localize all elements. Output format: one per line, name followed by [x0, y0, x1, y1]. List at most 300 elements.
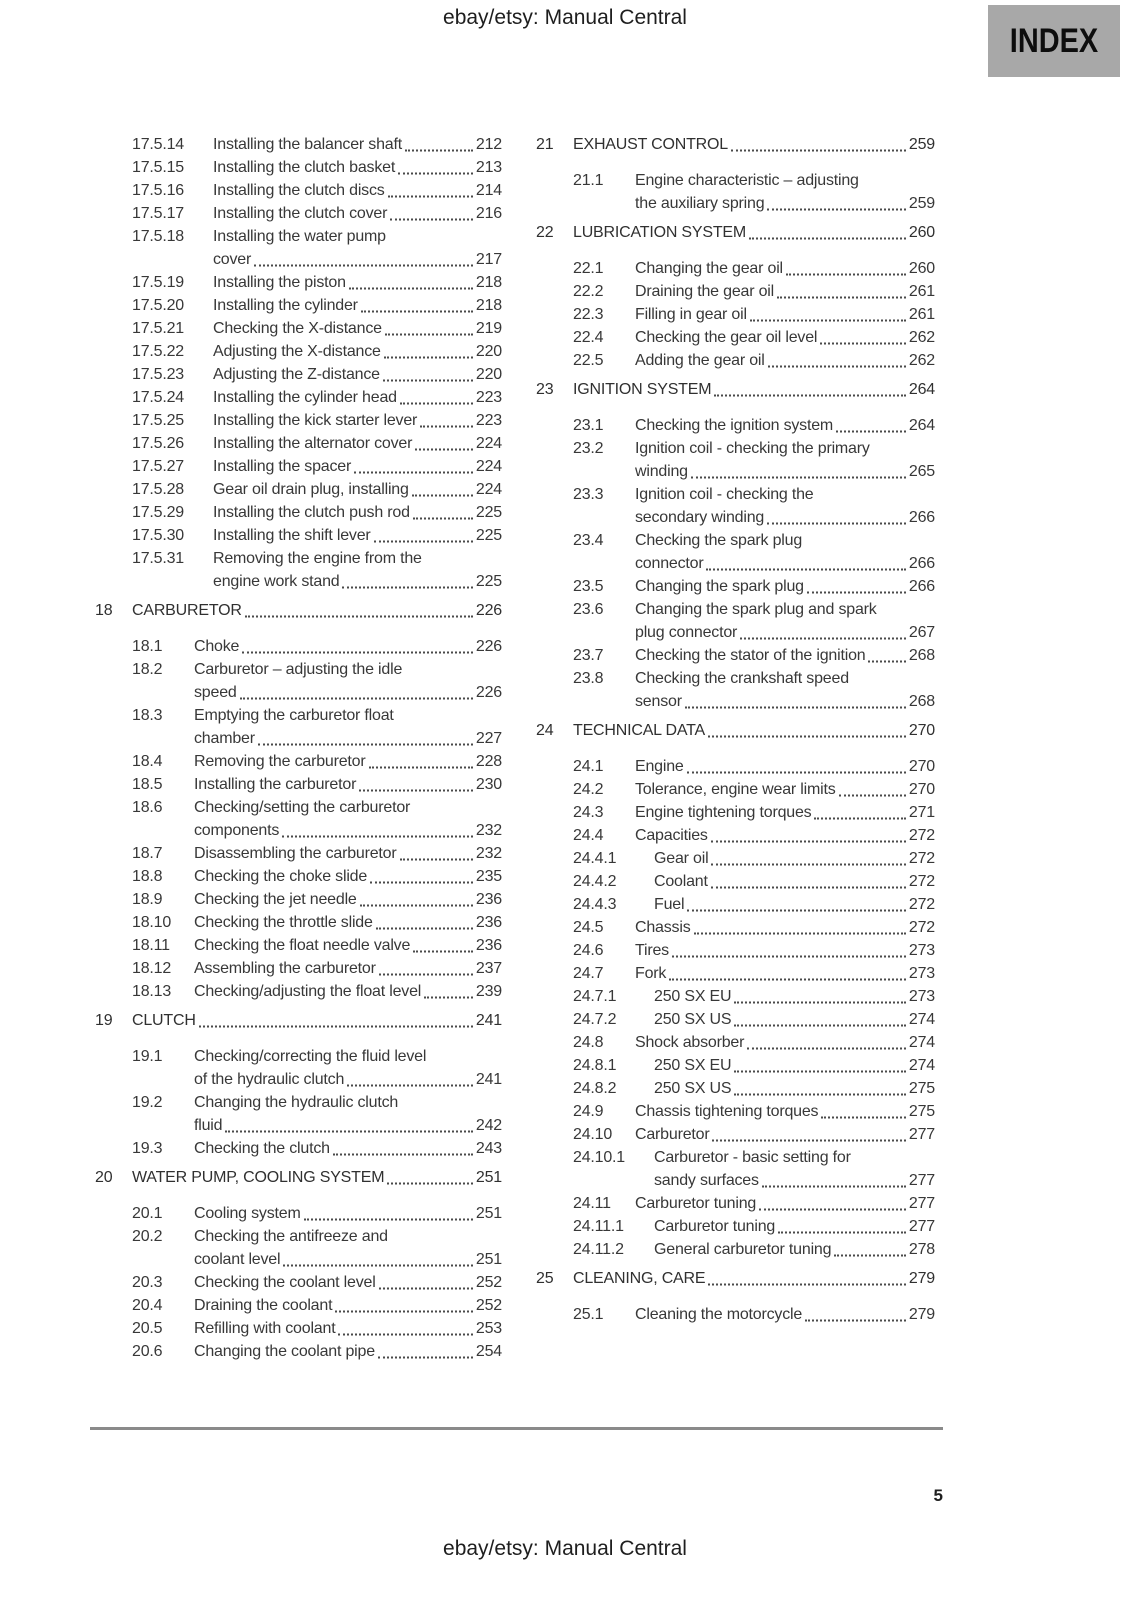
toc-entry-row [95, 271, 502, 294]
toc-leader-dots [384, 357, 473, 359]
toc-page-ref: 277 [908, 1218, 935, 1235]
toc-page-ref: 252 [475, 1297, 502, 1314]
toc-entry-row [536, 801, 935, 824]
toc-entry-title: Installing the carburetor [194, 776, 357, 793]
toc-entry-title: secondary winding [635, 509, 765, 526]
toc-leader-dots [687, 910, 906, 912]
toc-entry-title: Installing the clutch push rod [213, 504, 410, 521]
toc-page-ref: 254 [475, 1343, 502, 1360]
toc-entry-row [95, 294, 502, 317]
toc-entry-title: Checking the stator of the ignition [635, 647, 866, 664]
toc-entry-row [536, 414, 935, 437]
toc-leader-dots [374, 541, 473, 543]
toc-entry-title: Checking the gear oil level [635, 329, 818, 346]
toc-leader-dots [360, 905, 473, 907]
toc-leader-dots [225, 1131, 473, 1133]
toc-entry-number: 17.5.29 [132, 504, 184, 521]
toc-leader-dots [258, 744, 473, 746]
toc-page-ref: 270 [908, 722, 935, 739]
toc-leader-dots [412, 495, 473, 497]
toc-chapter-row [95, 1009, 502, 1032]
toc-leader-dots [387, 1183, 473, 1185]
toc-entry-number: 17.5.26 [132, 435, 184, 452]
toc-page-ref: 243 [475, 1140, 502, 1157]
toc-entry-row [536, 280, 935, 303]
toc-leader-dots [836, 431, 906, 433]
toc-page-ref: 262 [908, 329, 935, 346]
toc-entry-number: 19.1 [132, 1048, 163, 1065]
toc-entry-row [536, 939, 935, 962]
toc-entry-number: 24.4.1 [573, 850, 617, 867]
toc-entry-title: Chassis [635, 919, 691, 936]
toc-leader-dots [361, 311, 473, 313]
toc-entry-row [95, 1202, 502, 1225]
toc-chapter-row [536, 378, 935, 401]
toc-leader-dots [759, 1209, 906, 1211]
toc-entry-number: 18.6 [132, 799, 163, 816]
toc-entry-number: 23.1 [573, 417, 604, 434]
toc-entry-row [95, 386, 502, 409]
toc-entry-title: connector [635, 555, 704, 572]
toc-leader-dots [834, 1255, 906, 1257]
toc-page-ref: 218 [475, 297, 502, 314]
toc-entry-number: 17.5.25 [132, 412, 184, 429]
toc-entry-number: 24.8.2 [573, 1080, 617, 1097]
toc-entry-title: WATER PUMP, COOLING SYSTEM [132, 1169, 385, 1186]
toc-entry-row [536, 1192, 935, 1215]
toc-page-ref: 237 [475, 960, 502, 977]
toc-entry-title: Checking the ignition system [635, 417, 834, 434]
toc-leader-dots [768, 366, 906, 368]
toc-leader-dots [383, 380, 473, 382]
toc-entry-number: 24.2 [573, 781, 604, 798]
toc-page-ref: 236 [475, 891, 502, 908]
toc-page-ref: 230 [475, 776, 502, 793]
toc-chapter-row [95, 1166, 502, 1189]
toc-entry-number: 24.1 [573, 758, 604, 775]
toc-entry-title: Gear oil [654, 850, 709, 867]
toc-entry-row [95, 409, 502, 432]
toc-page-ref: 267 [908, 624, 935, 641]
toc-leader-dots [807, 592, 906, 594]
toc-page-ref: 224 [475, 435, 502, 452]
toc-leader-dots [805, 1320, 906, 1322]
toc-leader-dots [245, 616, 473, 618]
toc-entry-title: Removing the carburetor [194, 753, 366, 770]
toc-page-ref: 236 [475, 914, 502, 931]
toc-leader-dots [712, 1140, 905, 1142]
toc-page-ref: 219 [475, 320, 502, 337]
toc-entry-row [95, 547, 502, 593]
toc-entry-number: 24.10.1 [573, 1149, 625, 1166]
toc-leader-dots [711, 864, 905, 866]
toc-entry-number: 23.7 [573, 647, 604, 664]
toc-leader-dots [687, 772, 906, 774]
toc-entry-title: Engine characteristic – adjusting [635, 172, 859, 189]
toc-leader-dots [335, 1311, 473, 1313]
toc-entry-row [95, 1091, 502, 1137]
toc-leader-dots [749, 238, 906, 240]
toc-page-ref: 273 [908, 965, 935, 982]
toc-left-column [95, 133, 502, 1363]
toc-entry-title: 250 SX US [654, 1080, 732, 1097]
toc-entry-number: 24.4.2 [573, 873, 617, 890]
toc-page-ref: 272 [908, 896, 935, 913]
toc-page-ref: 242 [475, 1117, 502, 1134]
toc-leader-dots [767, 523, 906, 525]
toc-page-ref: 224 [475, 481, 502, 498]
toc-leader-dots [376, 928, 473, 930]
toc-leader-dots [413, 518, 473, 520]
toc-entry-row [95, 1294, 502, 1317]
toc-leader-dots [415, 449, 473, 451]
toc-leader-dots [777, 297, 906, 299]
toc-page-ref: 260 [908, 260, 935, 277]
toc-page-ref: 236 [475, 937, 502, 954]
toc-entry-number: 17.5.21 [132, 320, 184, 337]
toc-entry-title: Checking/adjusting the float level [194, 983, 422, 1000]
toc-leader-dots [242, 652, 473, 654]
toc-entry-title: Installing the shift lever [213, 527, 371, 544]
toc-entry-title: Installing the cylinder head [213, 389, 397, 406]
toc-entry-row [536, 778, 935, 801]
toc-entry-title: chamber [194, 730, 255, 747]
toc-entry-number: 18.9 [132, 891, 163, 908]
toc-entry-title: Engine [635, 758, 684, 775]
toc-entry-row [536, 667, 935, 713]
toc-entry-title: Cleaning the motorcycle [635, 1306, 803, 1323]
toc-entry-number: 24.8 [573, 1034, 604, 1051]
toc-entry-row [536, 1077, 935, 1100]
toc-entry-title: Fuel [654, 896, 685, 913]
toc-page-ref: 228 [475, 753, 502, 770]
toc-leader-dots [672, 956, 906, 958]
toc-entry-title: Removing the engine from the [213, 550, 422, 567]
toc-leader-dots [767, 209, 905, 211]
toc-entry-title: Ignition coil - checking the [635, 486, 814, 503]
toc-entry-number: 17.5.31 [132, 550, 184, 567]
toc-leader-dots [283, 1265, 473, 1267]
toc-entry-row [536, 575, 935, 598]
toc-page-ref: 225 [475, 504, 502, 521]
toc-page-ref: 259 [908, 136, 935, 153]
toc-leader-dots [750, 320, 906, 322]
toc-entry-number: 18.12 [132, 960, 172, 977]
toc-entry-title: Changing the spark plug and spark [635, 601, 877, 618]
toc-entry-number: 24.9 [573, 1103, 604, 1120]
toc-entry-row [536, 1008, 935, 1031]
toc-entry-number: 18.8 [132, 868, 163, 885]
toc-entry-title: EXHAUST CONTROL [573, 136, 728, 153]
toc-page-ref: 239 [475, 983, 502, 1000]
toc-entry-title: TECHNICAL DATA [573, 722, 706, 739]
toc-right-column [536, 133, 935, 1326]
toc-entry-row [536, 326, 935, 349]
toc-entry-row [95, 888, 502, 911]
toc-entry-title: Carburetor tuning [635, 1195, 757, 1212]
toc-leader-dots [669, 979, 906, 981]
toc-entry-title: Fork [635, 965, 667, 982]
toc-page-ref: 261 [908, 306, 935, 323]
toc-entry-title: Capacities [635, 827, 708, 844]
toc-page-ref: 252 [475, 1274, 502, 1291]
toc-entry-title: winding [635, 463, 688, 480]
toc-entry-title: Installing the spacer [213, 458, 352, 475]
toc-entry-row [95, 1340, 502, 1363]
toc-entry-row [95, 156, 502, 179]
toc-page-ref: 214 [475, 182, 502, 199]
toc-entry-row [95, 750, 502, 773]
toc-entry-number: 20.4 [132, 1297, 163, 1314]
footer-title: ebay/etsy: Manual Central [443, 1537, 687, 1560]
toc-entry-number: 23.8 [573, 670, 604, 687]
toc-entry-row [95, 980, 502, 1003]
toc-entry-number: 24.8.1 [573, 1057, 617, 1074]
toc-page-ref: 223 [475, 389, 502, 406]
toc-entry-title: IGNITION SYSTEM [573, 381, 712, 398]
toc-leader-dots [347, 1085, 473, 1087]
toc-entry-row [95, 478, 502, 501]
toc-page-ref: 266 [908, 578, 935, 595]
toc-page-ref: 251 [475, 1169, 502, 1186]
toc-entry-number: 24.11 [573, 1195, 611, 1212]
toc-entry-title: 250 SX EU [654, 988, 732, 1005]
toc-page-ref: 265 [908, 463, 935, 480]
toc-entry-title: Checking the coolant level [194, 1274, 376, 1291]
toc-entry-row [95, 773, 502, 796]
toc-entry-title: CLEANING, CARE [573, 1270, 706, 1287]
toc-entry-row [536, 847, 935, 870]
toc-entry-number: 20.2 [132, 1228, 163, 1245]
toc-leader-dots [400, 403, 473, 405]
toc-page-ref: 272 [908, 827, 935, 844]
toc-entry-row [95, 1137, 502, 1160]
toc-page-ref: 277 [908, 1195, 935, 1212]
toc-entry-row [536, 1054, 935, 1077]
toc-entry-title: Installing the clutch discs [213, 182, 385, 199]
toc-entry-title: Installing the water pump [213, 228, 386, 245]
toc-entry-title: Checking the crankshaft speed [635, 670, 849, 687]
toc-page-ref: 232 [475, 822, 502, 839]
toc-page-ref: 216 [475, 205, 502, 222]
toc-entry-number: 24.4.3 [573, 896, 617, 913]
toc-leader-dots [740, 638, 906, 640]
toc-entry-number: 24.10 [573, 1126, 613, 1143]
toc-entry-title: Installing the kick starter lever [213, 412, 418, 429]
toc-leader-dots [400, 859, 473, 861]
toc-entry-title: Checking the clutch [194, 1140, 330, 1157]
toc-entry-row [95, 635, 502, 658]
toc-page-ref: 268 [908, 693, 935, 710]
toc-entry-title: Cooling system [194, 1205, 301, 1222]
toc-entry-row [95, 1045, 502, 1091]
toc-entry-row [95, 501, 502, 524]
toc-entry-row [536, 644, 935, 667]
toc-page-ref: 272 [908, 873, 935, 890]
toc-entry-number: 24.3 [573, 804, 604, 821]
toc-page-ref: 220 [475, 343, 502, 360]
toc-entry-number: 23.4 [573, 532, 604, 549]
toc-entry-row [536, 257, 935, 280]
toc-leader-dots [199, 1026, 473, 1028]
toc-entry-number: 25.1 [573, 1306, 604, 1323]
toc-entry-title: Carburetor [635, 1126, 710, 1143]
toc-entry-number: 18.1 [132, 638, 163, 655]
toc-entry-row [536, 169, 935, 215]
toc-entry-title: Checking the float needle valve [194, 937, 411, 954]
toc-entry-number: 18.7 [132, 845, 163, 862]
toc-entry-title: sensor [635, 693, 682, 710]
toc-entry-row [95, 934, 502, 957]
toc-leader-dots [359, 790, 473, 792]
toc-entry-title: Adding the gear oil [635, 352, 765, 369]
toc-entry-row [536, 437, 935, 483]
toc-leader-dots [708, 1284, 906, 1286]
toc-leader-dots [820, 343, 906, 345]
toc-entry-title: Emptying the carburetor float [194, 707, 394, 724]
toc-page-ref: 232 [475, 845, 502, 862]
toc-entry-number: 19.2 [132, 1094, 163, 1111]
toc-page-ref: 224 [475, 458, 502, 475]
toc-entry-row [95, 658, 502, 704]
toc-leader-dots [685, 707, 906, 709]
toc-leader-dots [388, 196, 473, 198]
toc-entry-row [95, 1271, 502, 1294]
toc-page-ref: 213 [475, 159, 502, 176]
toc-entry-row [95, 455, 502, 478]
toc-entry-row [536, 755, 935, 778]
toc-entry-title: Checking the jet needle [194, 891, 357, 908]
toc-entry-row [536, 985, 935, 1008]
toc-entry-row [536, 1303, 935, 1326]
toc-entry-title: Changing the hydraulic clutch [194, 1094, 399, 1111]
toc-leader-dots [711, 887, 906, 889]
toc-entry-title: Draining the coolant [194, 1297, 333, 1314]
toc-entry-title: Checking/correcting the fluid level [194, 1048, 427, 1065]
toc-leader-dots [694, 933, 906, 935]
toc-entry-title: Changing the spark plug [635, 578, 804, 595]
toc-leader-dots [333, 1154, 473, 1156]
toc-entry-number: 22.3 [573, 306, 604, 323]
header-title: ebay/etsy: Manual Central [443, 6, 687, 29]
toc-leader-dots [734, 1025, 906, 1027]
toc-entry-row [536, 962, 935, 985]
toc-leader-dots [304, 1219, 473, 1221]
toc-leader-dots [379, 974, 473, 976]
toc-entry-row [536, 1238, 935, 1261]
toc-entry-number: 23.2 [573, 440, 604, 457]
index-tab [988, 5, 1120, 77]
toc-entry-row [536, 598, 935, 644]
toc-page-ref: 218 [475, 274, 502, 291]
toc-page-ref: 274 [908, 1011, 935, 1028]
toc-entry-row [95, 957, 502, 980]
toc-entry-title: of the hydraulic clutch [194, 1071, 345, 1088]
toc-entry-number: 25 [536, 1270, 554, 1287]
toc-page-ref: 268 [908, 647, 935, 664]
page-number: 5 [933, 1486, 943, 1505]
toc-entry-title: LUBRICATION SYSTEM [573, 224, 747, 241]
toc-entry-number: 17.5.24 [132, 389, 184, 406]
toc-entry-title: CLUTCH [132, 1012, 196, 1029]
toc-entry-title: Carburetor - basic setting for [654, 1149, 851, 1166]
toc-entry-number: 24.5 [573, 919, 604, 936]
toc-entry-number: 17.5.28 [132, 481, 184, 498]
toc-entry-title: Draining the gear oil [635, 283, 774, 300]
toc-entry-number: 17.5.20 [132, 297, 184, 314]
toc-leader-dots [778, 1232, 906, 1234]
toc-page-ref: 235 [475, 868, 502, 885]
toc-entry-row [95, 796, 502, 842]
toc-entry-row [95, 317, 502, 340]
toc-entry-number: 21 [536, 136, 554, 153]
toc-entry-title: Changing the coolant pipe [194, 1343, 375, 1360]
toc-entry-title: Installing the cylinder [213, 297, 358, 314]
toc-leader-dots [369, 767, 473, 769]
toc-entry-number: 24.6 [573, 942, 604, 959]
toc-entry-row [95, 911, 502, 934]
toc-entry-title: components [194, 822, 280, 839]
toc-entry-number: 24.11.1 [573, 1218, 624, 1235]
toc-entry-row [536, 824, 935, 847]
toc-entry-title: Choke [194, 638, 240, 655]
toc-page-ref: 272 [908, 850, 935, 867]
toc-entry-number: 24.7.1 [573, 988, 617, 1005]
toc-entry-title: the auxiliary spring [635, 195, 765, 212]
toc-entry-title: coolant level [194, 1251, 281, 1268]
toc-entry-row [95, 340, 502, 363]
toc-entry-number: 19.3 [132, 1140, 163, 1157]
toc-page-ref: 275 [908, 1080, 935, 1097]
toc-leader-dots [868, 661, 905, 663]
toc-entry-row [95, 865, 502, 888]
toc-leader-dots [711, 841, 906, 843]
toc-entry-number: 24.4 [573, 827, 604, 844]
toc-entry-title: Tolerance, engine wear limits [635, 781, 836, 798]
toc-page-ref: 217 [475, 251, 502, 268]
toc-page-ref: 241 [475, 1012, 502, 1029]
toc-leader-dots [691, 477, 906, 479]
toc-leader-dots [338, 1334, 472, 1336]
toc-entry-title: Installing the piston [213, 274, 346, 291]
toc-entry-number: 20.6 [132, 1343, 163, 1360]
toc-leader-dots [240, 698, 473, 700]
toc-page-ref: 279 [908, 1270, 935, 1287]
toc-entry-title: speed [194, 684, 237, 701]
toc-entry-number: 18.2 [132, 661, 163, 678]
toc-page-ref: 253 [475, 1320, 502, 1337]
toc-page-ref: 251 [475, 1251, 502, 1268]
toc-page-ref: 225 [475, 573, 502, 590]
toc-chapter-row [95, 599, 502, 622]
toc-leader-dots [747, 1048, 906, 1050]
toc-leader-dots [349, 288, 473, 290]
toc-entry-title: fluid [194, 1117, 223, 1134]
toc-entry-title: Checking the antifreeze and [194, 1228, 388, 1245]
toc-leader-dots [254, 265, 473, 267]
toc-page-ref: 251 [475, 1205, 502, 1222]
toc-entry-number: 20.3 [132, 1274, 163, 1291]
toc-leader-dots [714, 395, 906, 397]
toc-leader-dots [282, 836, 473, 838]
toc-entry-number: 17.5.19 [132, 274, 184, 291]
toc-entry-row [536, 870, 935, 893]
toc-leader-dots [379, 1288, 473, 1290]
toc-entry-row [95, 704, 502, 750]
toc-entry-title: Refilling with coolant [194, 1320, 336, 1337]
toc-entry-title: General carburetor tuning [654, 1241, 832, 1258]
toc-leader-dots [734, 1094, 906, 1096]
